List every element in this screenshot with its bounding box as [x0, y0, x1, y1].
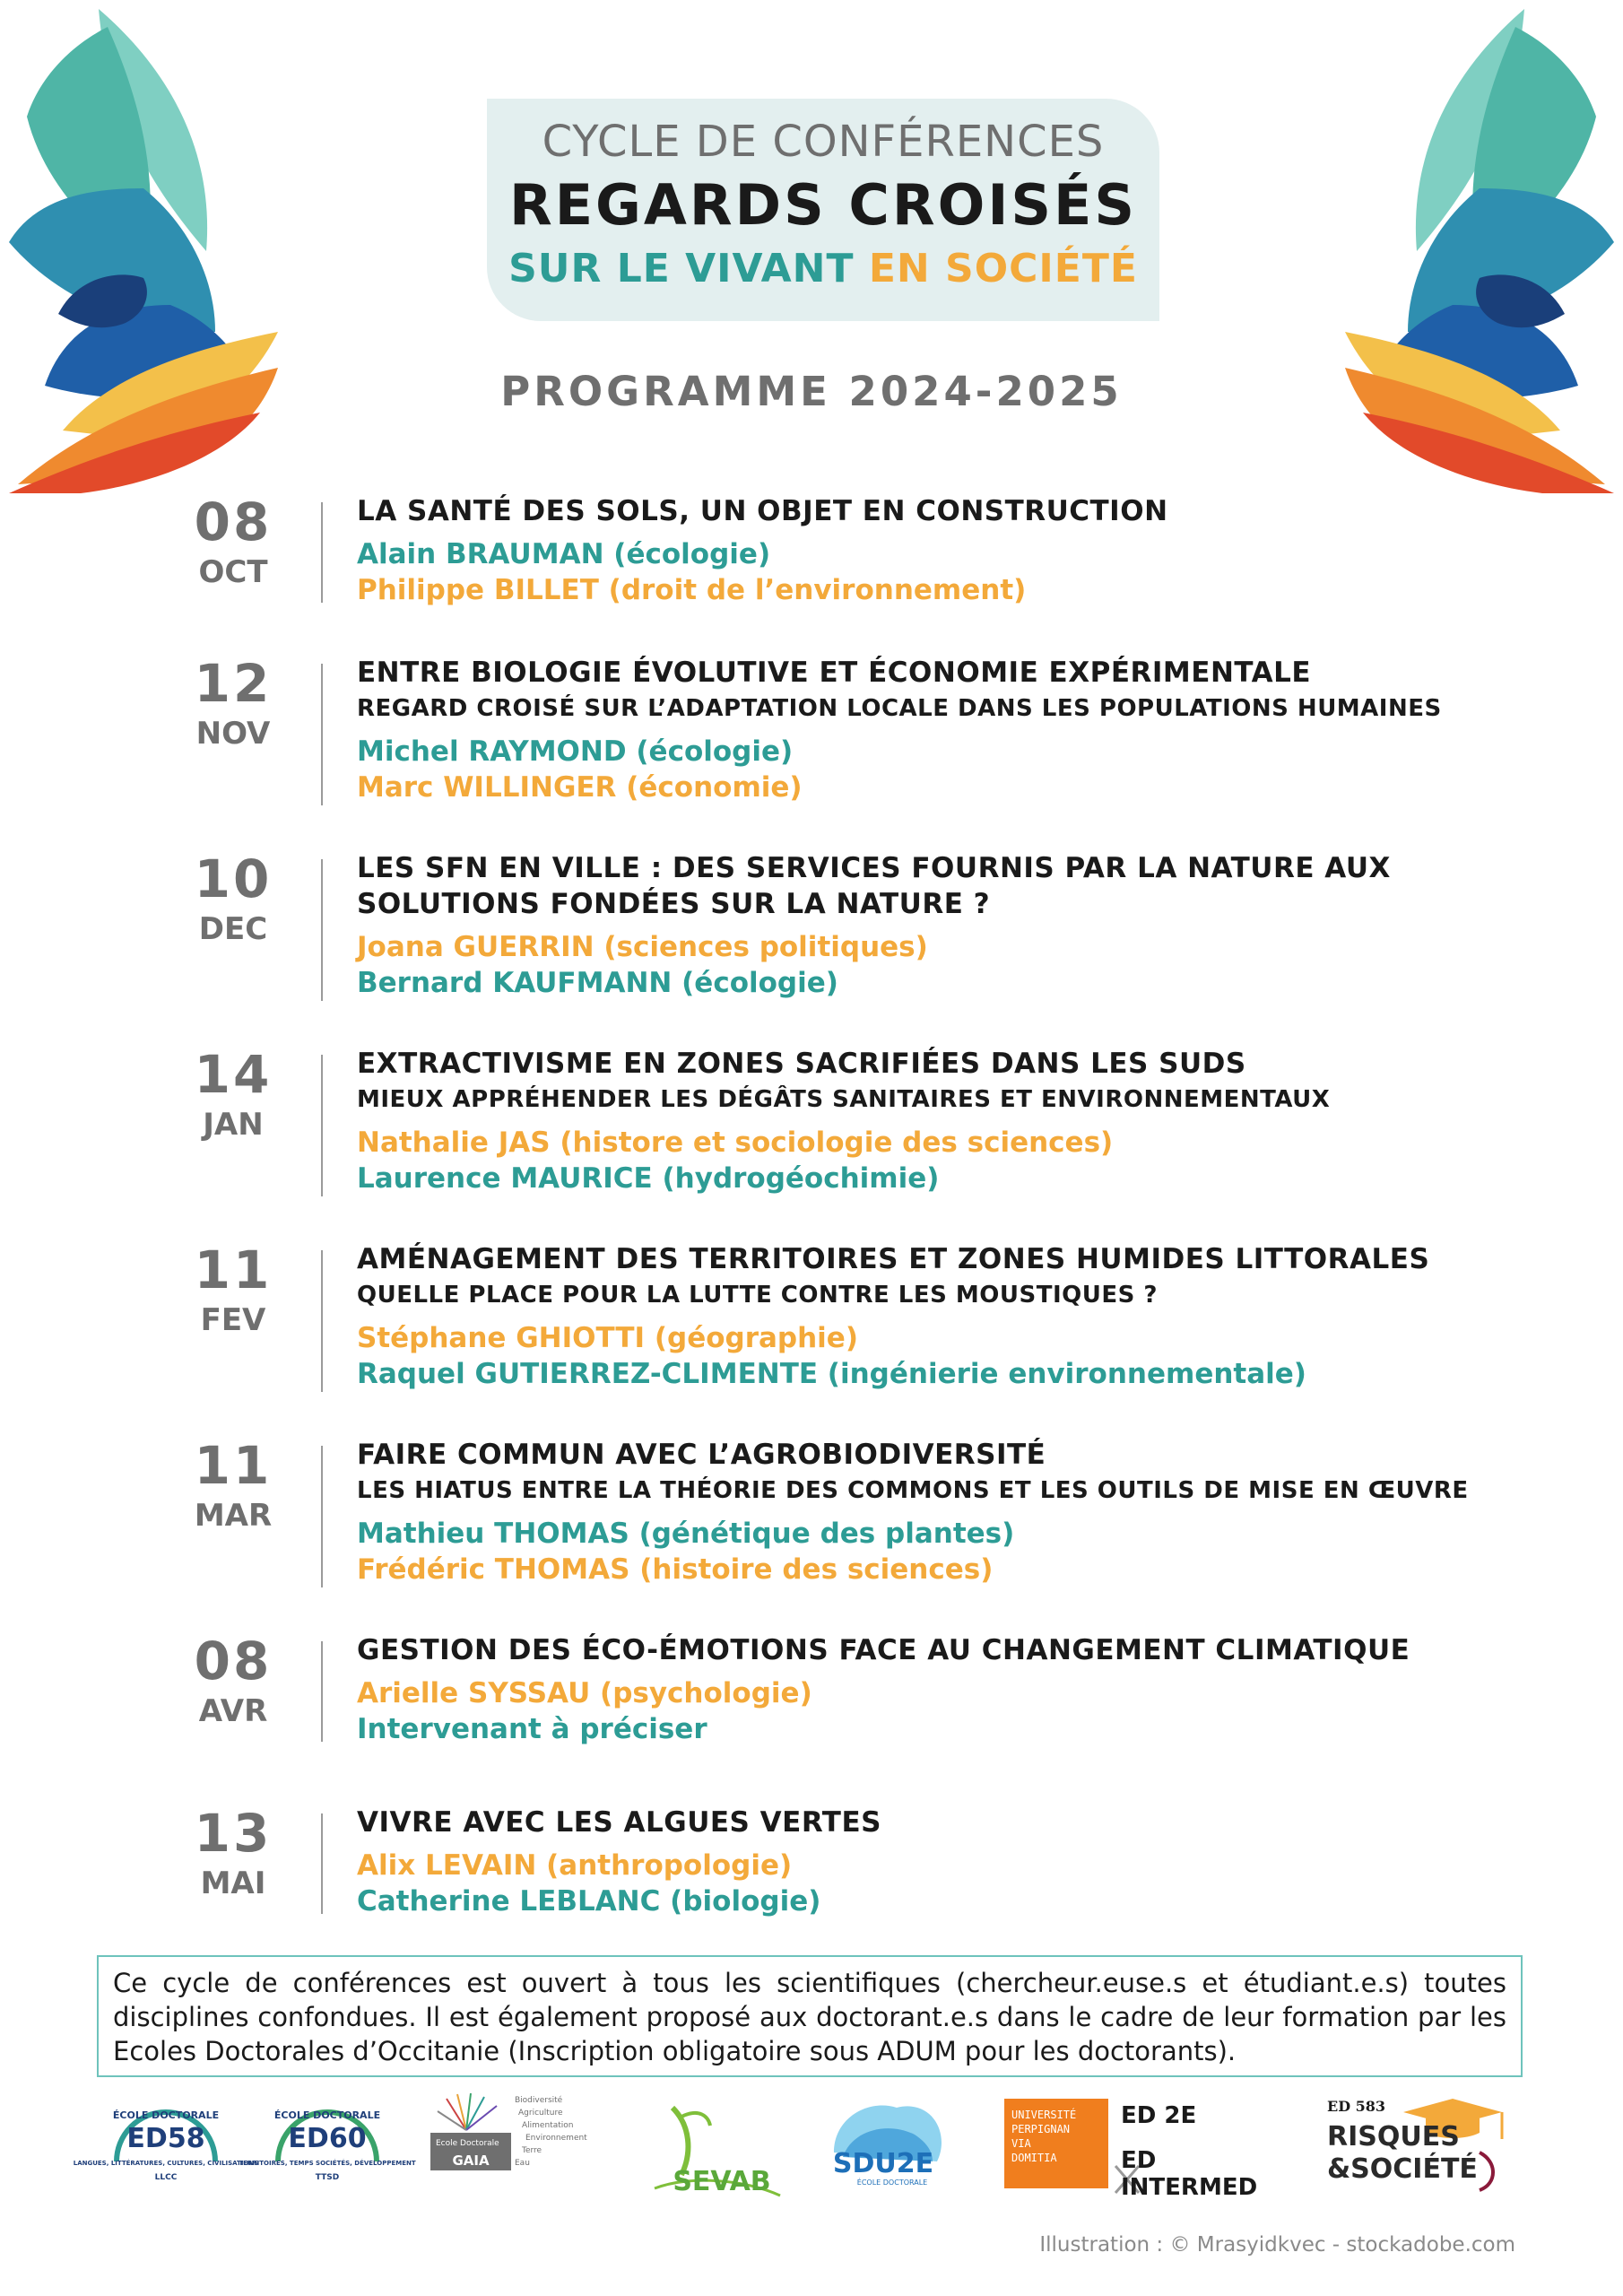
event-speaker: Intervenant à préciser: [357, 1713, 707, 1745]
gaia-word: Biodiversité: [515, 2096, 563, 2105]
ed-intermed-label: ED INTERMED: [1121, 2147, 1258, 2201]
title-main: REGARDS CROISÉS: [508, 172, 1138, 238]
event-speaker: Bernard KAUFMANN (écologie): [357, 967, 838, 999]
gaia-word: Eau: [515, 2159, 530, 2168]
date-divider: [321, 1250, 323, 1392]
event-month: JAN: [203, 1107, 264, 1143]
event-month: NOV: [195, 716, 271, 752]
date-divider: [321, 1641, 323, 1742]
title-banner: [487, 99, 1159, 321]
event-subtitle: MIEUX APPRÉHENDER LES DÉGÂTS SANITAIRES ET ENVIRONNEMENTAUX: [357, 1086, 1331, 1113]
event-title: FAIRE COMMUN AVEC L’AGROBIODIVERSITÉ: [357, 1439, 1046, 1471]
event-subtitle: QUELLE PLACE POUR LA LUTTE CONTRE LES MOUSTIQUES ?: [357, 1282, 1158, 1309]
event-speaker: Alix LEVAIN (anthropologie): [357, 1849, 793, 1882]
gaia-word: Alimentation: [522, 2121, 574, 2130]
event-title: AMÉNAGEMENT DES TERRITOIRES ET ZONES HUMIDES LITTORALES: [357, 1243, 1430, 1275]
event-date: [179, 655, 287, 752]
event-info: [357, 850, 1506, 1001]
event-info: [357, 1241, 1506, 1392]
event-title: GESTION DES ÉCO-ÉMOTIONS FACE AU CHANGEMENT CLIMATIQUE: [357, 1634, 1410, 1666]
event-info: [357, 1046, 1506, 1196]
gaia-name: GAIA: [452, 2152, 490, 2169]
ed2e-label: ED 2E: [1121, 2102, 1197, 2129]
event-speaker: Stéphane GHIOTTI (géographie): [357, 1322, 858, 1354]
date-divider: [321, 1813, 323, 1914]
date-divider: [321, 502, 323, 603]
event-speaker: Philippe BILLET (droit de l’environnement): [357, 574, 1027, 606]
event-month: MAI: [200, 1866, 266, 1901]
ed58-short: LLCC: [154, 2173, 178, 2182]
sdu2e-name: SDU2E: [832, 2148, 934, 2179]
upvd-line: VIA: [1011, 2137, 1031, 2150]
event-day: 14: [194, 1044, 273, 1105]
upvd-ed2e-logo: [1004, 2090, 1282, 2206]
date-divider: [321, 859, 323, 1001]
ed58-desc: LANGUES, LITTÉRATURES, CULTURES, CIVILISATIONS: [73, 2160, 259, 2167]
title-cycle: CYCLE DE CONFÉRENCES: [542, 117, 1105, 167]
event-title: LES SFN EN VILLE : DES SERVICES FOURNIS PAR LA NATURE AUX: [357, 852, 1391, 884]
event-day: 08: [194, 491, 273, 552]
upvd-line: DOMITIA: [1011, 2152, 1057, 2164]
event-date: [179, 1241, 287, 1338]
upvd-line: PERPIGNAN: [1011, 2123, 1071, 2135]
risques-societe-logo: [1318, 2090, 1515, 2206]
event-date: [179, 1632, 287, 1729]
event-subtitle: REGARD CROISÉ SUR L’ADAPTATION LOCALE DANS LES POPULATIONS HUMAINES: [357, 695, 1442, 722]
event-info: [357, 1805, 1506, 1919]
event-day: 11: [194, 1435, 273, 1496]
event-month: DEC: [198, 911, 268, 947]
event-speaker: Nathalie JAS (histore et sociologie des sciences): [357, 1126, 1114, 1159]
event-speaker: Joana GUERRIN (sciences politiques): [357, 931, 928, 963]
event-speaker: Frédéric THOMAS (histoire des sciences): [357, 1553, 994, 1586]
date-divider: [321, 664, 323, 805]
ed58-code: ED58: [126, 2123, 205, 2154]
event-speaker: Alain BRAUMAN (écologie): [357, 538, 771, 570]
title-subline-orange: EN SOCIÉTÉ: [868, 246, 1138, 291]
event-info: [357, 1632, 1506, 1747]
rs-name-line1: RISQUES: [1327, 2121, 1460, 2152]
event-title: LA SANTÉ DES SOLS, UN OBJET EN CONSTRUCTION: [357, 495, 1168, 527]
decorative-leaf-illustration-left: [9, 9, 332, 493]
event-date: [179, 1805, 287, 1901]
event-title: EXTRACTIVISME EN ZONES SACRIFIÉES DANS LES SUDS: [357, 1048, 1246, 1080]
date-divider: [321, 1055, 323, 1196]
event-info: [357, 493, 1506, 608]
partner-logos: [73, 2090, 1533, 2215]
event-month: OCT: [198, 554, 268, 590]
ed58-logo: [73, 2090, 259, 2206]
illustration-credit: Illustration : © Mrasyidkvec - stockadobe.com: [1039, 2233, 1515, 2257]
sdu2e-logo: [816, 2090, 950, 2206]
programme-heading: PROGRAMME 2024-2025: [500, 368, 1123, 415]
event-speaker: Mathieu THOMAS (génétique des plantes): [357, 1518, 1015, 1550]
ed58-school-label: ÉCOLE DOCTORALE: [112, 2109, 220, 2121]
title-subline-teal: SUR LE VIVANT: [508, 246, 855, 291]
event-speaker: Michel RAYMOND (écologie): [357, 735, 794, 768]
rs-code: ED 583: [1327, 2098, 1386, 2115]
event-speaker: Raquel GUTIERREZ-CLIMENTE (ingénierie environnementale): [357, 1358, 1306, 1390]
event-month: FEV: [200, 1302, 266, 1338]
event-date: [179, 850, 287, 947]
ed60-logo: [239, 2090, 416, 2206]
event-date: [179, 493, 287, 590]
sdu2e-sub: ÉCOLE DOCTORALE: [856, 2179, 928, 2187]
event-info: [357, 655, 1506, 805]
upvd-block: [1004, 2099, 1108, 2188]
rs-name-line2: &SOCIÉTÉ: [1327, 2153, 1478, 2185]
event-speaker: Arielle SYSSAU (psychologie): [357, 1677, 812, 1709]
event-info: [357, 1437, 1506, 1587]
event-date: [179, 1046, 287, 1143]
event-speaker: Catherine LEBLANC (biologie): [357, 1885, 821, 1918]
event-day: 10: [194, 848, 273, 909]
notice-box: Ce cycle de conférences est ouvert à tous les scientifiques (chercheur.euse.s et étudiant.e.s) toutes disciplines confondues. Il est également proposé aux doctorant.e.s dans le cadre de leur formation par les Ecoles Doctorales d’Occitanie (Inscription obligatoire sous ADUM pour les doctorants).: [97, 1955, 1523, 2077]
event-day: 08: [194, 1631, 273, 1692]
event-speaker: Marc WILLINGER (économie): [357, 771, 803, 804]
sevab-name: SEVAB: [673, 2166, 771, 2197]
ed60-school-label: ÉCOLE DOCTORALE: [273, 2109, 381, 2121]
event-speaker: Laurence MAURICE (hydrogéochimie): [357, 1162, 940, 1195]
gaia-label: Ecole Doctorale: [436, 2139, 499, 2148]
event-day: 13: [194, 1803, 273, 1864]
event-month: AVR: [198, 1693, 268, 1729]
event-month: MAR: [194, 1498, 273, 1534]
ed60-desc: TERRITOIRES, TEMPS SOCIÉTÉS, DÉVELOPPEMENT: [239, 2160, 416, 2167]
ed60-short: TTSD: [315, 2173, 340, 2182]
gaia-word: Agriculture: [518, 2109, 563, 2118]
decorative-leaf-illustration-right: [1291, 9, 1614, 493]
event-day: 11: [194, 1239, 273, 1300]
gaia-word: Environnement: [525, 2134, 587, 2143]
event-title: ENTRE BIOLOGIE ÉVOLUTIVE ET ÉCONOMIE EXPÉRIMENTALE: [357, 657, 1312, 689]
event-subtitle: LES HIATUS ENTRE LA THÉORIE DES COMMONS ET LES OUTILS DE MISE EN ŒUVRE: [357, 1477, 1469, 1504]
upvd-line: UNIVERSITÉ: [1011, 2109, 1077, 2121]
event-day: 12: [194, 653, 273, 714]
sevab-logo: [637, 2090, 789, 2206]
title-subline: [487, 246, 1159, 291]
gaia-word: Terre: [522, 2146, 542, 2155]
event-title-continued: SOLUTIONS FONDÉES SUR LA NATURE ?: [357, 888, 991, 920]
ed60-code: ED60: [288, 2123, 367, 2154]
gaia-logo: [421, 2090, 601, 2206]
date-divider: [321, 1446, 323, 1587]
event-date: [179, 1437, 287, 1534]
event-title: VIVRE AVEC LES ALGUES VERTES: [357, 1806, 881, 1839]
